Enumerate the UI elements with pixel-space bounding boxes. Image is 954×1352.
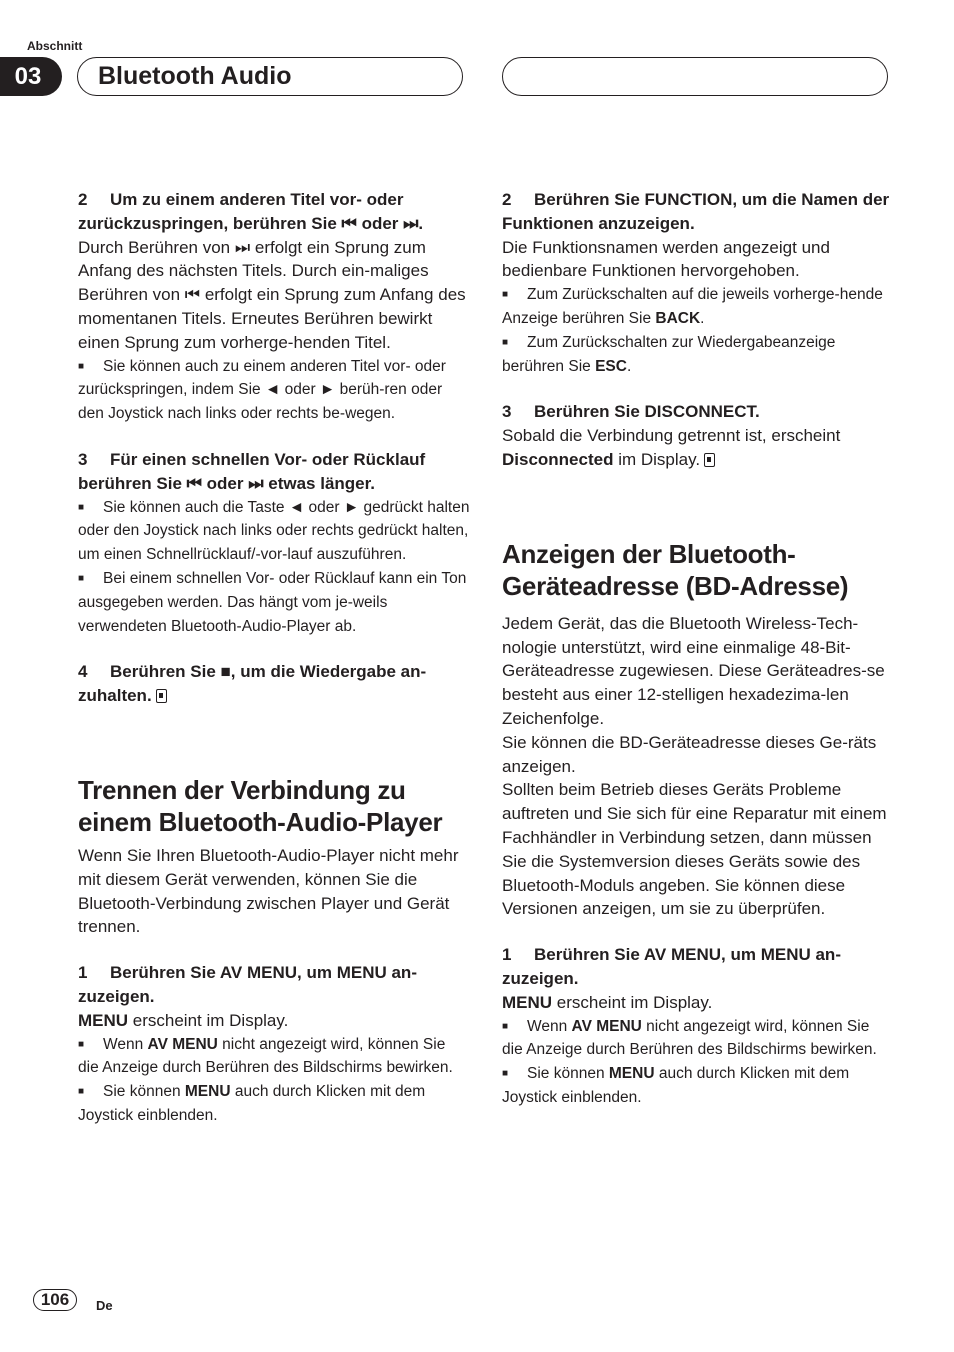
right-step-1-body: MENU erscheint im Display. xyxy=(502,992,713,1012)
bullet-icon: ■ xyxy=(502,289,509,301)
right-step-3-title: 3 Berühren Sie DISCONNECT. xyxy=(502,402,760,422)
bullet-icon: ■ xyxy=(502,1020,509,1032)
right-column xyxy=(502,188,894,1110)
page-number: 106 xyxy=(33,1289,77,1311)
end-mark-icon xyxy=(704,453,715,467)
bd-paragraph-1: Jedem Gerät, das die Bluetooth Wireless-Tech-nologie unterstützt, wird eine einmalige 48-Bit-Geräteadresse zugewiesen. Diese Geräteadres-se besteht aus einer 12-stelligen hexadezima-len Zeichenfolge. xyxy=(502,613,885,728)
section-heading-disconnect: Trennen der Verbindung zu einem Bluetooth-Audio-Player xyxy=(78,774,443,837)
right-step-2-title: 2 Berühren Sie FUNCTION, um die Namen der Funktionen anzuzeigen. xyxy=(502,190,890,233)
bd-paragraph-3: Sollten beim Betrieb dieses Geräts Probleme auftreten und Sie sich für eine Reparatur mit einem Fachhändler in Verbindung setzen, dann müssen Sie die Systemversion dieses Geräts sowie des Bluetooth-Moduls angeben. Sie können diese Versionen anzeigen, um sie zu überprüfen. xyxy=(502,780,887,919)
right-step-1-title: 1 Berühren Sie AV MENU, um MENU an-zuzeigen. xyxy=(502,945,841,988)
right-step-2-note-2: ■ Zum Zurückschalten zur Wiedergabeanzeige berühren Sie ESC. xyxy=(502,331,894,379)
chapter-title: Bluetooth Audio xyxy=(77,57,463,96)
right-step-1-note-1: ■ Wenn AV MENU nicht angezeigt wird, können Sie die Anzeige durch Berühren des Bildschirms bewirken. xyxy=(502,1015,894,1063)
step-3-title: 3 Für einen schnellen Vor- oder Rücklauf berühren Sie ⏮ oder ⏭ etwas länger. xyxy=(78,449,426,493)
right-step-2-body: Die Funktionsnamen werden angezeigt und bedienbare Funktionen hervorgehoben. xyxy=(502,237,830,281)
bullet-icon: ■ xyxy=(78,360,85,372)
bullet-icon: ■ xyxy=(502,336,509,348)
bullet-icon: ■ xyxy=(502,1068,509,1080)
section-intro: Wenn Sie Ihren Bluetooth-Audio-Player nicht mehr mit diesem Gerät verwenden, können Sie die Bluetooth-Verbindung zwischen Player und Gerät trennen. xyxy=(78,845,459,937)
bd-paragraph-2: Sie können die BD-Geräteadresse dieses Ge-räts anzeigen. xyxy=(502,732,877,776)
right-step-3-body: Sobald die Verbindung getrennt ist, erscheint Disconnected im Display. xyxy=(502,426,841,469)
left-step-1-note-1: ■ Wenn AV MENU nicht angezeigt wird, können Sie die Anzeige durch Berühren des Bildschirms bewirken. xyxy=(78,1033,470,1081)
section-number-badge: 03 xyxy=(0,57,62,96)
header-empty-box xyxy=(502,57,888,96)
bullet-icon: ■ xyxy=(78,1038,85,1050)
language-code: De xyxy=(96,1298,113,1313)
left-column xyxy=(78,188,470,1128)
section-heading-bd-address: Anzeigen der Bluetooth-Geräteadresse (BD-Adresse) xyxy=(502,538,849,601)
step-2-body: Durch Berühren von ⏭ erfolgt ein Sprung zum Anfang des nächsten Titels. Durch ein-maliges Berühren von ⏮ erfolgt ein Sprung zum Anfang des momentanen Titels. Erneutes Berühren bewirkt einen Sprung zum vorherge-henden Titel. xyxy=(78,237,466,352)
section-label: Abschnitt xyxy=(27,39,83,53)
right-step-2-note-1: ■ Zum Zurückschalten auf die jeweils vorherge-hende Anzeige berühren Sie BACK. xyxy=(502,283,894,331)
step-2-title: 2 Um zu einem anderen Titel vor- oder zurückzuspringen, berühren Sie ⏮ oder ⏭. xyxy=(78,190,424,233)
bullet-icon: ■ xyxy=(78,501,85,513)
left-step-1-title: 1 Berühren Sie AV MENU, um MENU an-zuzeigen. xyxy=(78,963,417,1006)
left-step-1-body: MENU erscheint im Display. xyxy=(78,1010,289,1030)
step-2-note: ■ Sie können auch zu einem anderen Titel vor- oder zurückspringen, indem Sie ◄ oder ► berüh-ren oder den Joystick nach links oder rechts be-wegen. xyxy=(78,355,470,426)
right-step-1-note-2: ■ Sie können MENU auch durch Klicken mit dem Joystick einblenden. xyxy=(502,1062,894,1110)
bullet-icon: ■ xyxy=(78,1086,85,1098)
end-mark-icon xyxy=(156,689,167,703)
step-4-title: 4 Berühren Sie ■, um die Wiedergabe an-zuhalten. xyxy=(78,662,427,706)
step-3-note-2: ■ Bei einem schnellen Vor- oder Rücklauf kann ein Ton ausgegeben werden. Das hängt vom je-weils verwendeten Bluetooth-Audio-Player ab. xyxy=(78,567,470,638)
bullet-icon: ■ xyxy=(78,572,85,584)
left-step-1-note-2: ■ Sie können MENU auch durch Klicken mit dem Joystick einblenden. xyxy=(78,1080,470,1128)
step-3-note-1: ■ Sie können auch die Taste ◄ oder ► gedrückt halten oder den Joystick nach links oder rechts gedrückt halten, um einen Schnellrücklauf/-vor-lauf auszuführen. xyxy=(78,496,470,567)
